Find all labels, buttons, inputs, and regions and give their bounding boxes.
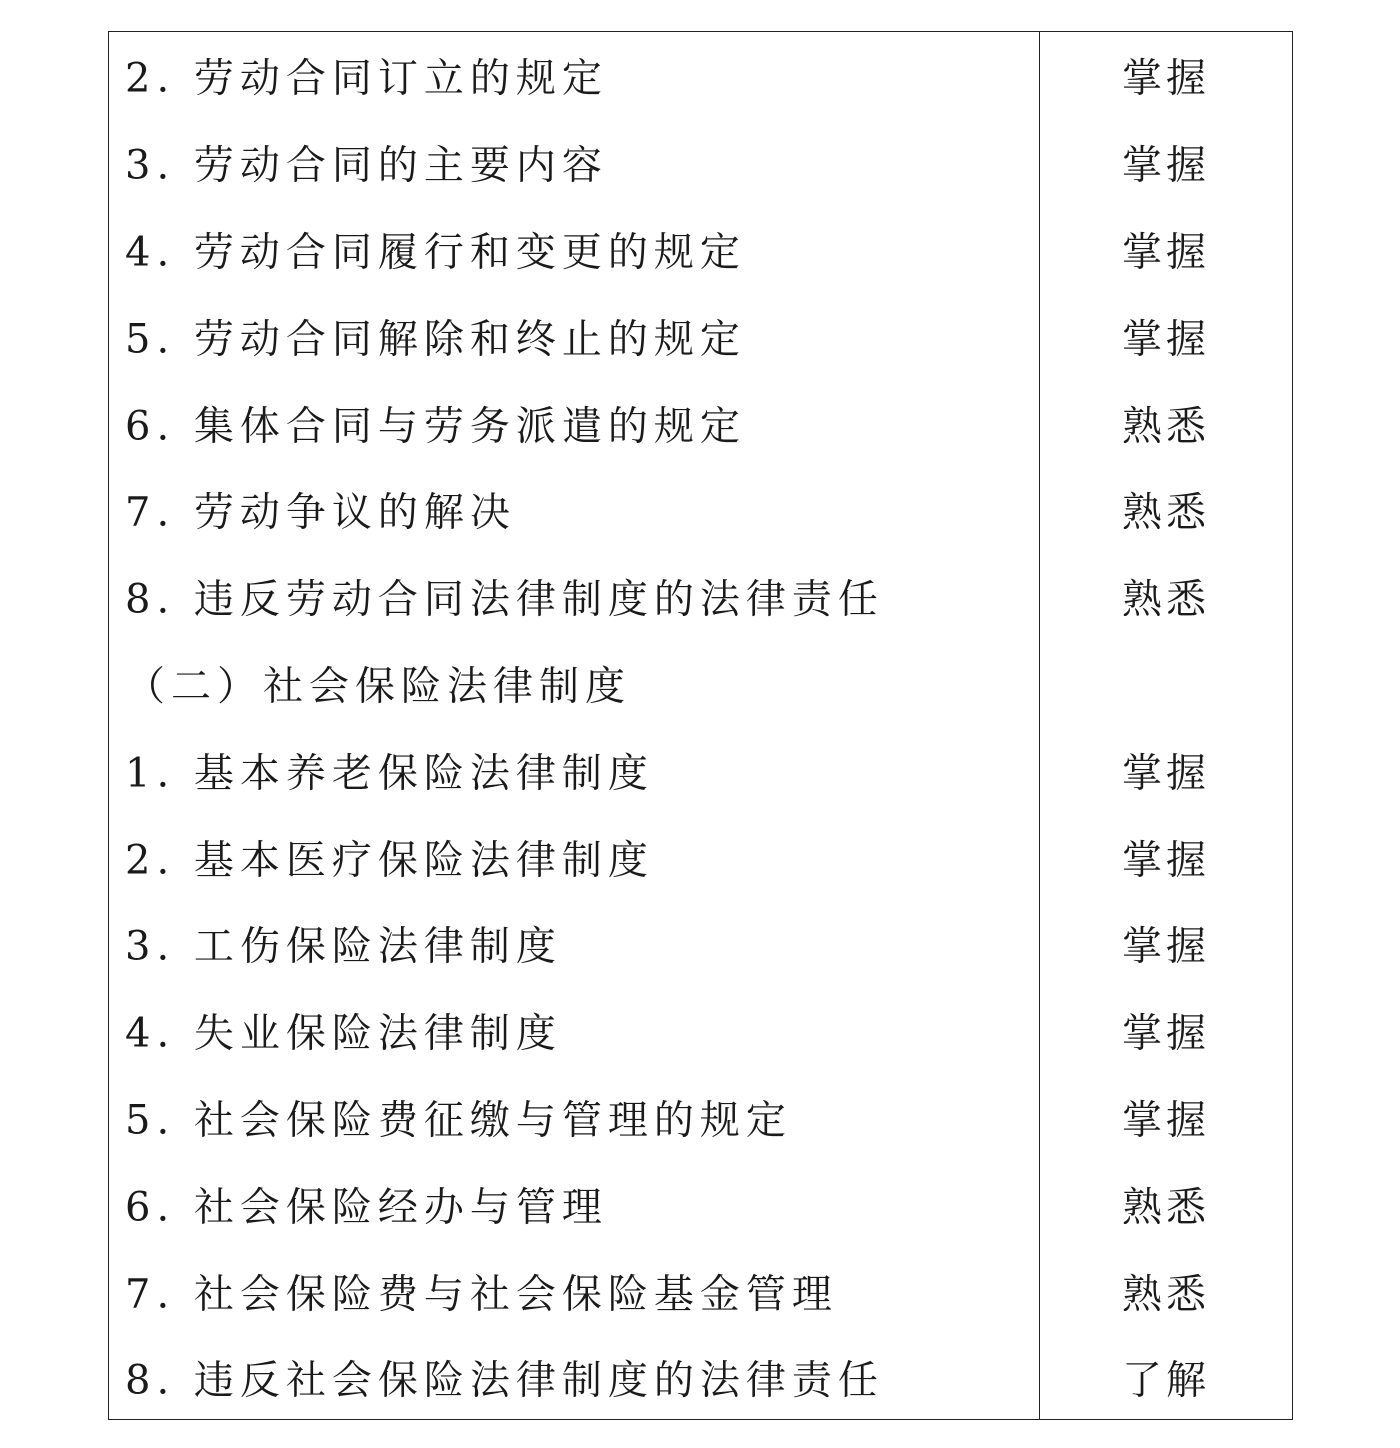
level-text: 掌握	[1122, 750, 1210, 797]
item-text: 7. 劳动争议的解决	[125, 489, 516, 536]
item-text: 6. 集体合同与劳务派遣的规定	[125, 403, 746, 450]
item-text: 5. 社会保险费征缴与管理的规定	[125, 1097, 792, 1144]
table-row	[109, 640, 1292, 727]
level-text: 了解	[1122, 1357, 1210, 1404]
level-text: 熟悉	[1122, 403, 1210, 450]
item-text: 8. 违反劳动合同法律制度的法律责任	[125, 576, 884, 623]
table-row	[109, 900, 1292, 987]
level-text: 掌握	[1122, 1097, 1210, 1144]
item-text: 2. 基本医疗保险法律制度	[125, 837, 654, 884]
table-row	[109, 119, 1292, 206]
level-text: 掌握	[1122, 923, 1210, 970]
level-text: 熟悉	[1122, 1184, 1210, 1231]
table-row	[109, 1334, 1292, 1421]
level-text: 掌握	[1122, 142, 1210, 189]
level-text: 掌握	[1122, 229, 1210, 276]
item-text: 5. 劳动合同解除和终止的规定	[125, 316, 746, 363]
item-text: 2. 劳动合同订立的规定	[125, 55, 608, 102]
table-row	[109, 206, 1292, 293]
item-text: 8. 违反社会保险法律制度的法律责任	[125, 1357, 884, 1404]
table-row	[109, 1074, 1292, 1161]
item-text: 6. 社会保险经办与管理	[125, 1184, 608, 1231]
table-row	[109, 466, 1292, 553]
item-text: 1. 基本养老保险法律制度	[125, 750, 654, 797]
level-text: 掌握	[1122, 1010, 1210, 1057]
item-text: 3. 工伤保险法律制度	[125, 923, 562, 970]
level-text: 掌握	[1122, 837, 1210, 884]
level-text: 熟悉	[1122, 489, 1210, 536]
item-text: 3. 劳动合同的主要内容	[125, 142, 608, 189]
table-row	[109, 32, 1292, 119]
item-text: 4. 失业保险法律制度	[125, 1010, 562, 1057]
table-row	[109, 813, 1292, 900]
level-text: 熟悉	[1122, 576, 1210, 623]
item-text: 7. 社会保险费与社会保险基金管理	[125, 1271, 838, 1318]
table-row	[109, 1160, 1292, 1247]
table-row	[109, 987, 1292, 1074]
item-text: （二）社会保险法律制度	[125, 663, 631, 710]
table-row	[109, 1247, 1292, 1334]
table-row	[109, 726, 1292, 813]
table-row	[109, 553, 1292, 640]
item-text: 4. 劳动合同履行和变更的规定	[125, 229, 746, 276]
table-row	[109, 379, 1292, 466]
level-text: 掌握	[1122, 55, 1210, 102]
table-row	[109, 292, 1292, 379]
level-text: 掌握	[1122, 316, 1210, 363]
level-text: 熟悉	[1122, 1271, 1210, 1318]
syllabus-table	[108, 31, 1293, 1420]
